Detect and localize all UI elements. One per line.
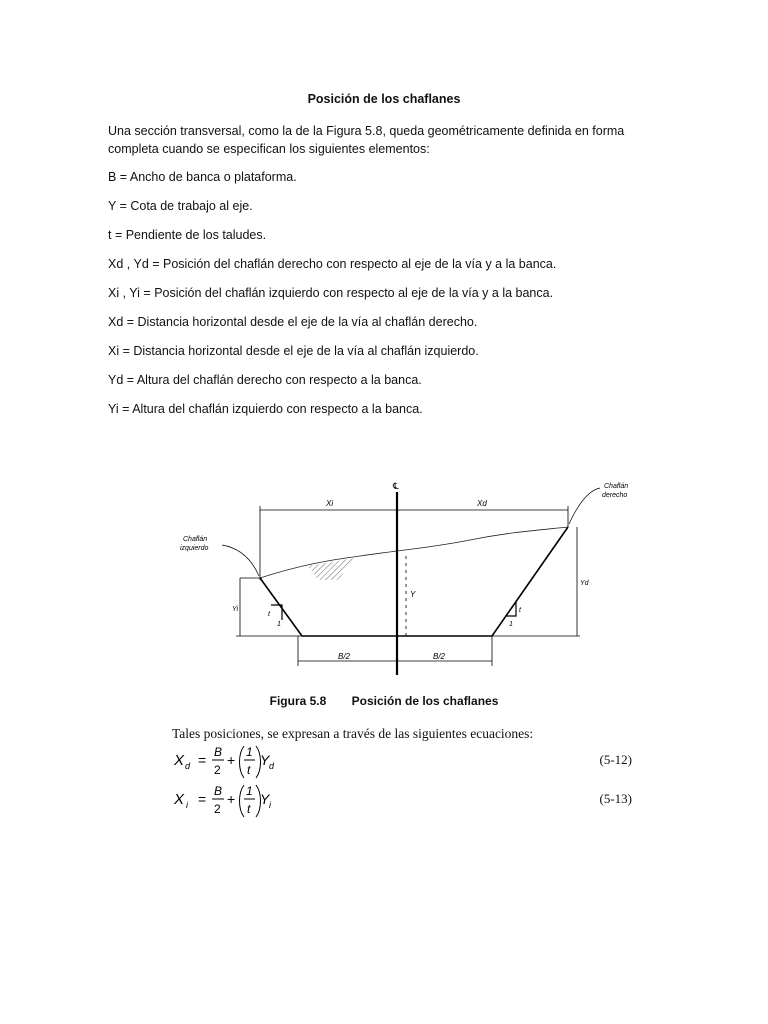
eq2-lhs-var: X — [174, 791, 185, 808]
definition-xd: Xd = Distancia horizontal desde el eje de la vía al chaflán derecho. — [108, 315, 478, 329]
eq1-plus: + — [227, 752, 236, 768]
eq2-t: t — [247, 802, 251, 816]
eq2-left-paren — [240, 785, 245, 817]
equation-5-13 — [172, 779, 632, 821]
xd-label: Xd — [477, 499, 487, 508]
eq1-left-paren — [240, 746, 245, 778]
definition-xd-yd: Xd , Yd = Posición del chaflán derecho con respecto al eje de la vía y a la banca. — [108, 257, 557, 271]
t-label-right: t — [519, 607, 521, 614]
yd-label: Yd — [580, 580, 589, 587]
chaflan-izquierdo-leader — [222, 545, 259, 576]
eq2-b: B — [214, 784, 223, 798]
centerline-symbol: ℄ — [393, 482, 399, 492]
intro-line-1: Una sección transversal, como la de la Figura 5.8, queda geométricamente definida en forma — [108, 124, 625, 138]
definition-xi: Xi = Distancia horizontal desde el eje de la vía al chaflán izquierdo. — [108, 344, 479, 358]
one-label-left: 1 — [277, 621, 281, 628]
figure-caption — [0, 694, 768, 708]
eq2-rhs-sub: i — [269, 800, 271, 810]
equation-5-12-number: (5-12) — [599, 752, 632, 767]
eq1-rhs-var: Y — [260, 752, 270, 768]
equations-lead-text: Tales posiciones, se expresan a través de las siguientes ecuaciones: — [172, 726, 534, 741]
eq2-plus: + — [227, 791, 236, 807]
eq2-lhs-sub: i — [186, 800, 188, 810]
equation-5-12 — [172, 740, 632, 782]
eq2-one: 1 — [246, 784, 253, 798]
eq1-one: 1 — [246, 745, 253, 759]
equation-5-13-number: (5-13) — [599, 791, 632, 806]
eq1-rhs-sub: d — [269, 761, 275, 771]
definition-y: Y = Cota de trabajo al eje. — [108, 199, 253, 213]
equation-5-12-formula — [172, 740, 312, 782]
eq1-lhs-var: X — [174, 752, 185, 769]
cross-section-figure — [160, 470, 660, 710]
t-label-left: t — [268, 611, 270, 618]
eq1-equals: = — [198, 752, 207, 768]
eq1-t: t — [247, 763, 251, 777]
definition-b: B = Ancho de banca o plataforma. — [108, 170, 297, 184]
figure-caption-label: Figura 5.8 — [269, 694, 327, 708]
hatched-area — [308, 558, 355, 580]
section-outline — [260, 527, 568, 636]
eq1-b: B — [214, 745, 223, 759]
one-label-right: 1 — [509, 621, 513, 628]
chaflan-izquierdo-label-1: Chaflán — [183, 536, 208, 543]
yi-label: Yi — [232, 606, 239, 613]
equation-5-13-formula — [172, 779, 312, 821]
definition-xi-yi: Xi , Yi = Posición del chaflán izquierdo con respecto al eje de la vía y a la banca. — [108, 286, 554, 300]
eq1-two: 2 — [214, 763, 221, 777]
b-half-label-right: B/2 — [433, 652, 446, 661]
definition-yd: Yd = Altura del chaflán derecho con respecto a la banca. — [108, 373, 422, 387]
y-label: Y — [410, 590, 416, 599]
eq1-lhs-sub: d — [185, 761, 191, 771]
chaflan-derecho-label-2: derecho — [602, 492, 628, 499]
b-half-label-left: B/2 — [338, 652, 351, 661]
eq2-equals: = — [198, 791, 207, 807]
definition-t: t = Pendiente de los taludes. — [108, 228, 267, 242]
eq2-two: 2 — [214, 802, 221, 816]
chaflan-derecho-label-1: Chaflán — [604, 483, 629, 490]
terrain-line — [260, 527, 568, 578]
page-title: Posición de los chaflanes — [307, 92, 461, 106]
chaflan-derecho-leader — [569, 488, 600, 524]
chaflan-izquierdo-label-2: izquierdo — [180, 545, 209, 552]
eq2-rhs-var: Y — [260, 791, 270, 807]
definition-yi: Yi = Altura del chaflán izquierdo con respecto a la banca. — [108, 402, 423, 416]
xi-label: Xi — [326, 499, 334, 508]
figure-caption-text: Posición de los chaflanes — [351, 694, 499, 708]
intro-line-2: completa cuando se especifican los siguientes elementos: — [108, 142, 430, 156]
